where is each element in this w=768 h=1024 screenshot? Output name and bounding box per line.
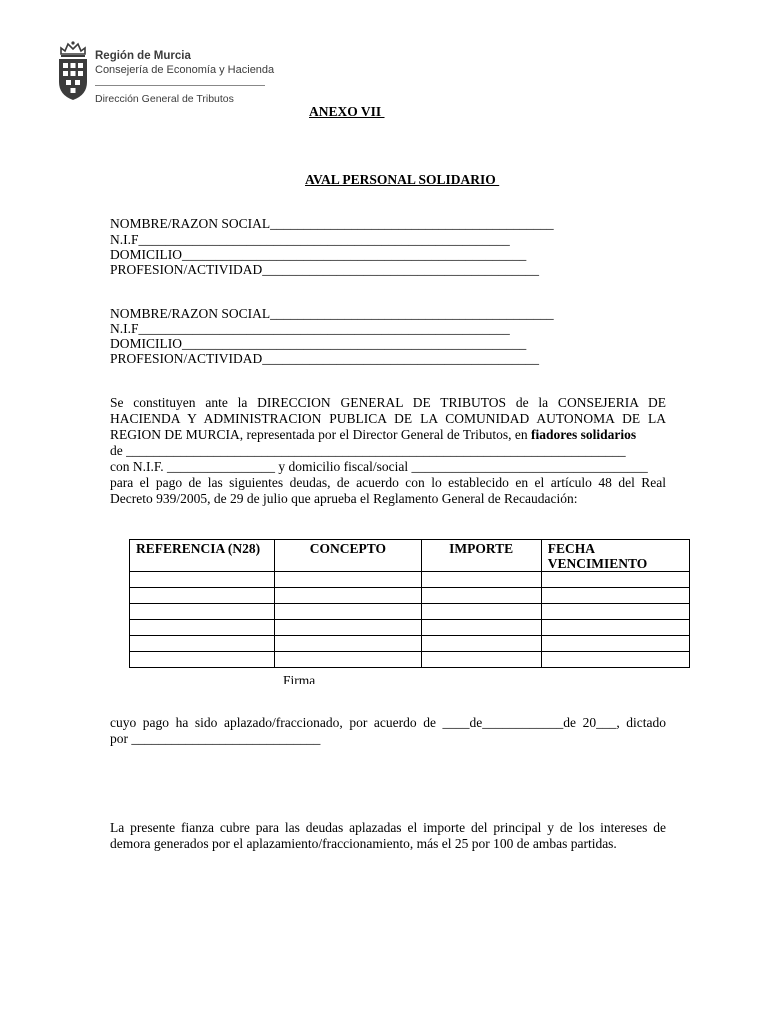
paragraph-line: Decreto 939/2005, de 29 de julio que aprueba el Reglamento General de Recaudación: (110, 491, 578, 506)
guarantor-2-nif-field[interactable]: N.I.F_______________________________________________________ (110, 321, 510, 336)
guarantor-1-nif-field[interactable]: N.I.F_______________________________________________________ (110, 232, 510, 247)
deferral-paragraph (110, 715, 666, 747)
table-row (130, 604, 690, 620)
paragraph-line: demora generados por el aplazamiento/fraccionamiento, más el 25 por 100 de ambas partidas. (110, 836, 617, 851)
table-row (130, 588, 690, 604)
table-cell[interactable] (541, 620, 689, 636)
coat-of-arms-icon (55, 40, 91, 102)
table-cell[interactable] (541, 588, 689, 604)
table-cell[interactable] (130, 620, 275, 636)
region-murcia-logo (55, 40, 275, 104)
annex-title: ANEXO VII (309, 104, 385, 119)
table-cell[interactable] (275, 620, 421, 636)
table-cell[interactable] (130, 652, 275, 668)
table-cell[interactable] (130, 636, 275, 652)
table-row (130, 636, 690, 652)
paragraph-line: La presente fianza cubre para las deudas aplazadas el importe del principal y de los intereses de (110, 820, 666, 835)
column-header-concepto: CONCEPTO (275, 540, 421, 572)
constitution-paragraph (110, 395, 666, 507)
table-cell[interactable] (421, 652, 541, 668)
guarantor-2-profession-field[interactable]: PROFESION/ACTIVIDAD_________________________________________ (110, 351, 540, 366)
logo-direccion-text: Dirección General de Tributos (95, 93, 234, 105)
table-cell[interactable] (541, 652, 689, 668)
fiadores-solidarios-text: fiadores solidarios (531, 427, 637, 442)
table-cell[interactable] (275, 572, 421, 588)
paragraph-line: HACIENDA Y ADMINISTRACION PUBLICA DE LA COMUNIDAD AUTONOMA DE LA (110, 411, 666, 426)
paragraph-line: Se constituyen ante la DIRECCION GENERAL DE TRIBUTOS de la CONSEJERIA DE (110, 395, 666, 410)
table-cell[interactable] (421, 572, 541, 588)
coverage-paragraph (110, 820, 666, 852)
table-row (130, 620, 690, 636)
table-cell[interactable] (275, 652, 421, 668)
debtor-name-field[interactable]: de __________________________________________________________________________ (110, 443, 626, 458)
guarantor-2-address-field[interactable]: DOMICILIO___________________________________________________ (110, 336, 527, 351)
paragraph-line: para el pago de las siguientes deudas, de acuerdo con lo establecido en el artículo 48 del Real (110, 475, 666, 490)
column-header-fecha: FECHA VENCIMIENTO (541, 540, 689, 572)
guarantor-1-name-field[interactable]: NOMBRE/RAZON SOCIAL__________________________________________ (110, 216, 554, 231)
guarantor-1-profession-field[interactable]: PROFESION/ACTIVIDAD_________________________________________ (110, 262, 540, 277)
table-cell[interactable] (130, 588, 275, 604)
table-cell[interactable] (130, 572, 275, 588)
table-cell[interactable] (421, 636, 541, 652)
column-header-importe: IMPORTE (421, 540, 541, 572)
table-row (130, 652, 690, 668)
table-header-row (130, 540, 690, 572)
table-cell[interactable] (275, 604, 421, 620)
table-cell[interactable] (275, 636, 421, 652)
column-header-referencia: REFERENCIA (N28) (130, 540, 275, 572)
table-cell[interactable] (541, 572, 689, 588)
table-cell[interactable] (541, 636, 689, 652)
table-cell[interactable] (275, 588, 421, 604)
logo-consejeria-text: Consejería de Economía y Hacienda (95, 64, 275, 76)
guarantor-2-name-field[interactable]: NOMBRE/RAZON SOCIAL__________________________________________ (110, 306, 554, 321)
deferral-issuer-field[interactable]: por ____________________________ (110, 731, 321, 746)
paragraph-line: REGION DE MURCIA, representada por el Director General de Tributos, en fiadores solidarios (110, 427, 637, 442)
table-cell[interactable] (421, 620, 541, 636)
deferral-agreement-field[interactable]: cuyo pago ha sido aplazado/fraccionado, por acuerdo de ____de____________de 20___, dictado (110, 715, 666, 730)
debtor-nif-address-field[interactable]: con N.I.F. ________________ y domicilio fiscal/social ___________________________________ (110, 459, 648, 474)
logo-region-text: Región de Murcia (95, 50, 191, 62)
document-title: AVAL PERSONAL SOLIDARIO (305, 172, 500, 187)
table-cell[interactable] (421, 588, 541, 604)
table-cell[interactable] (421, 604, 541, 620)
debts-table (129, 539, 690, 668)
table-cell[interactable] (130, 604, 275, 620)
signature-label: Firma (283, 673, 316, 684)
table-cell[interactable] (541, 604, 689, 620)
table-row (130, 572, 690, 588)
logo-divider (95, 85, 265, 86)
guarantor-1-address-field[interactable]: DOMICILIO___________________________________________________ (110, 247, 527, 262)
